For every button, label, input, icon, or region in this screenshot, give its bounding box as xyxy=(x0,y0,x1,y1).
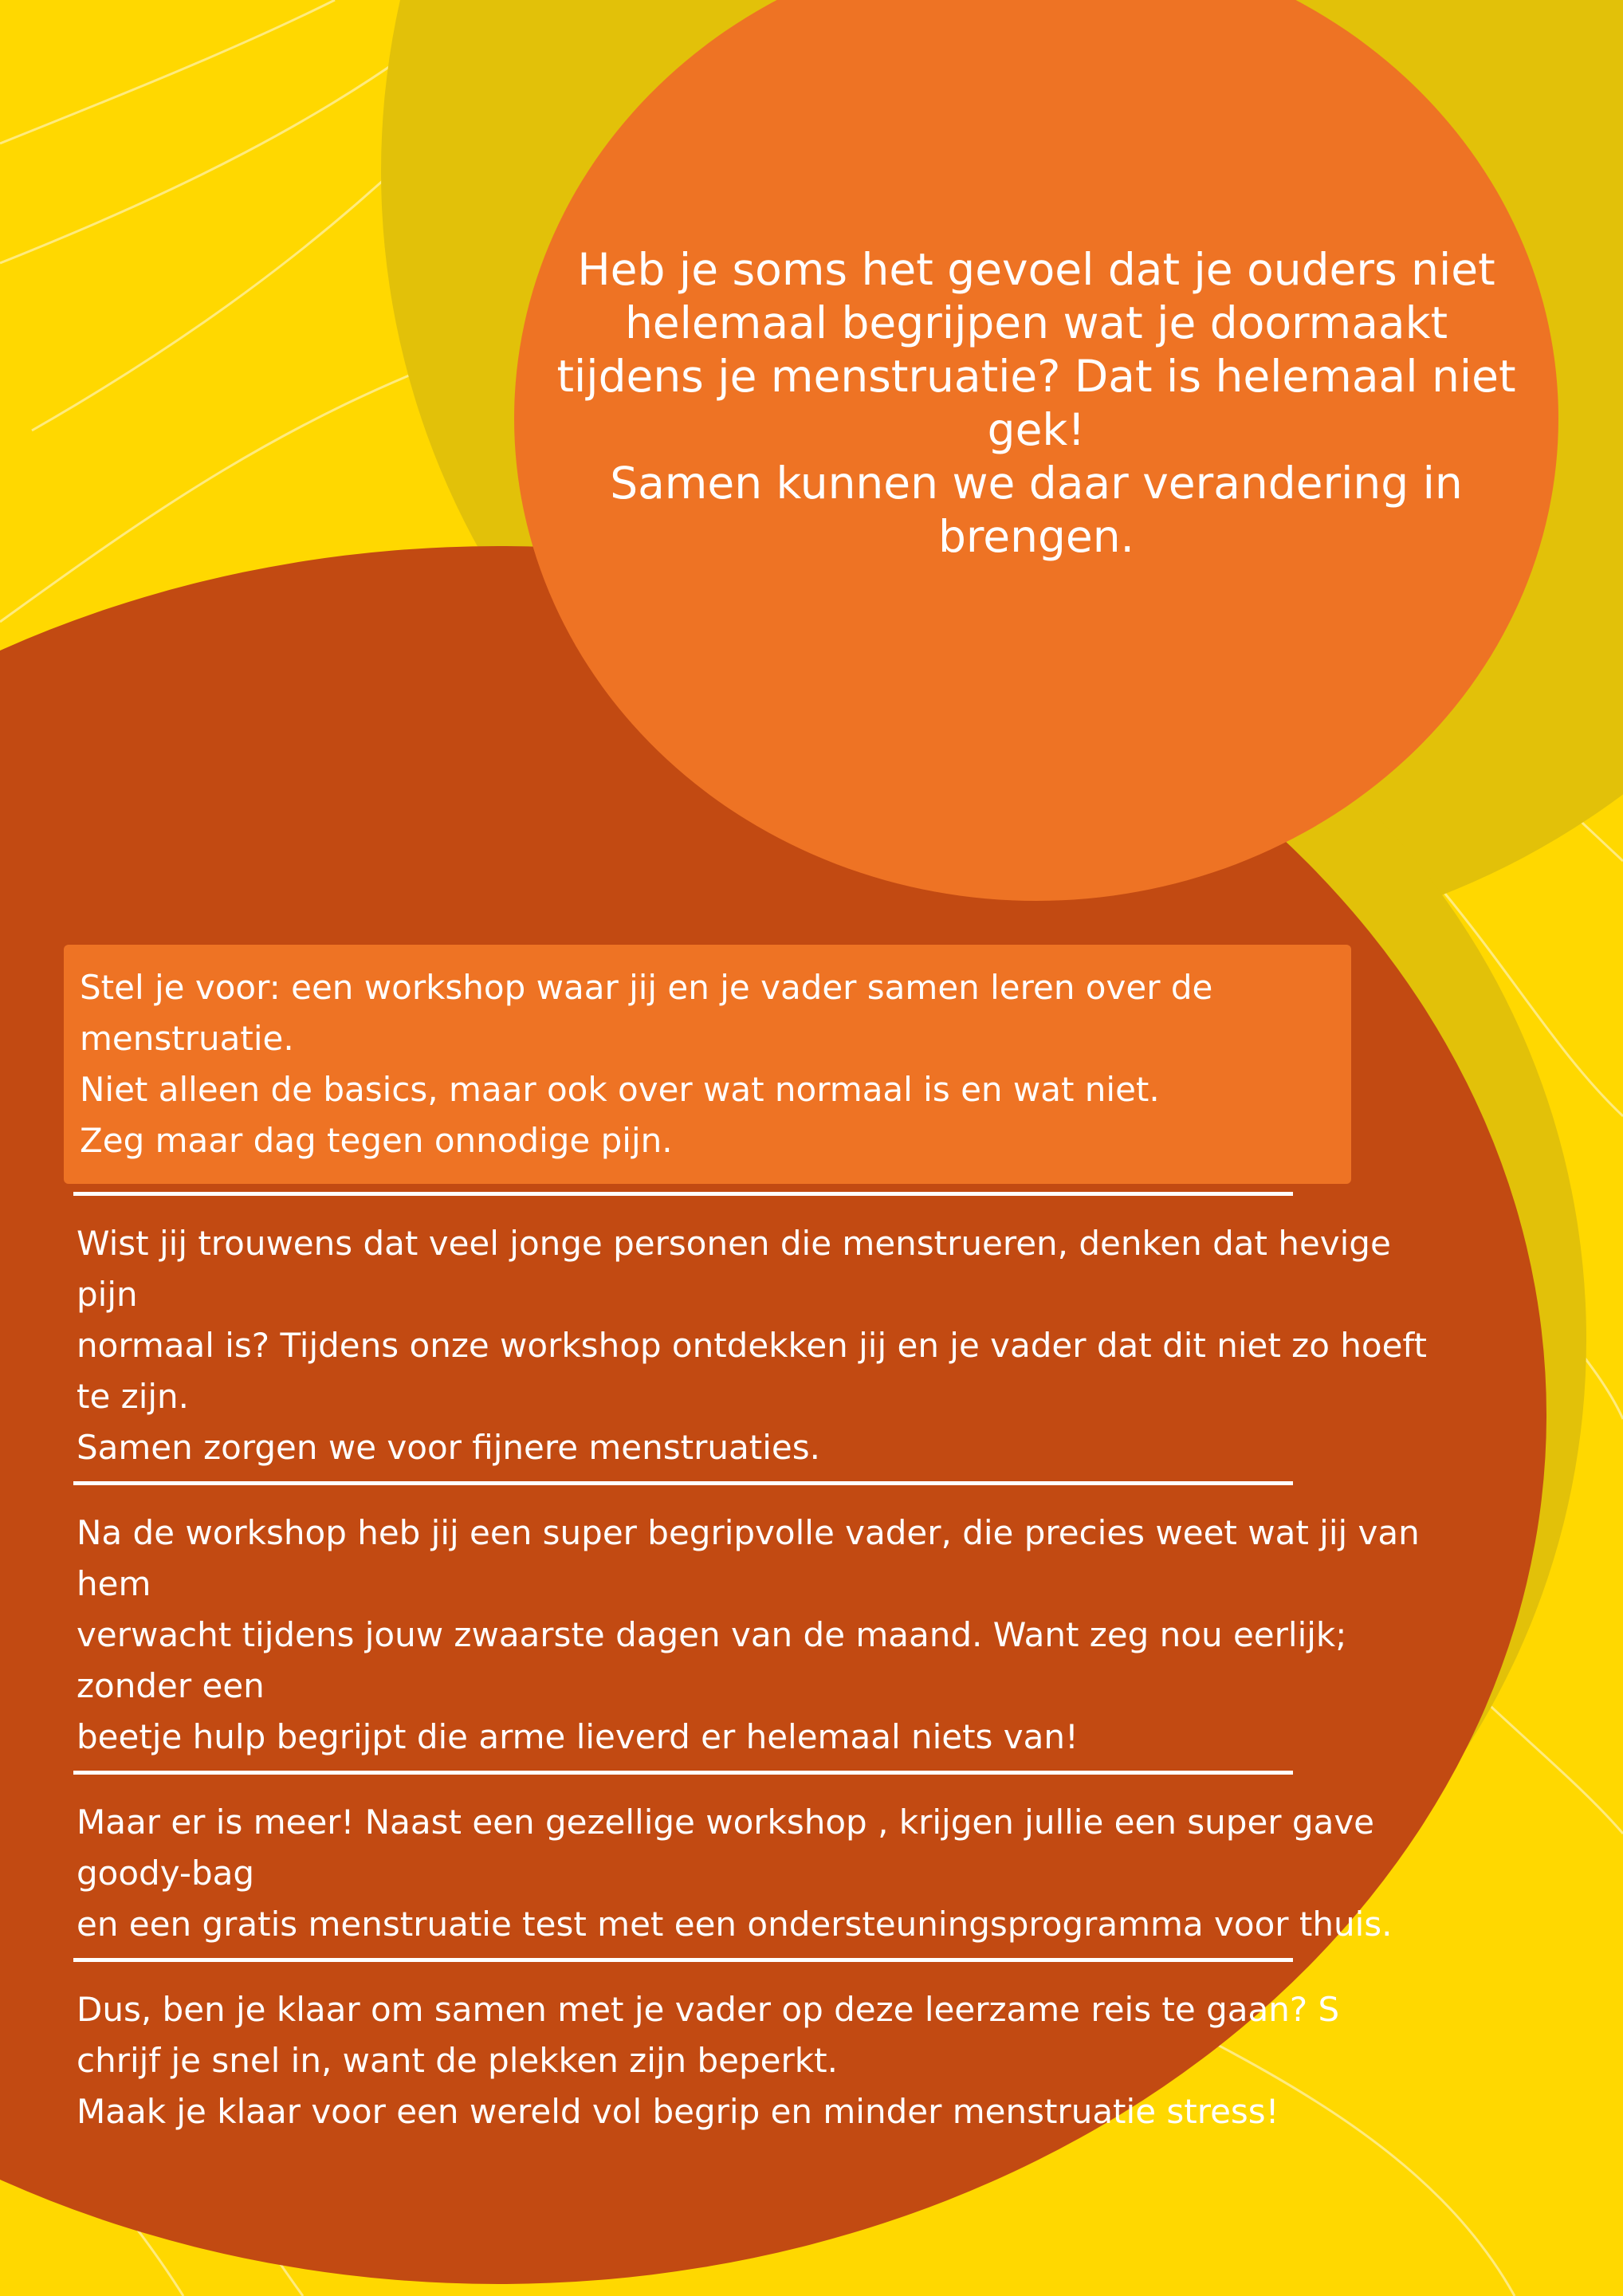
divider xyxy=(73,1771,1293,1775)
paragraph-goody-bag: Maar er is meer! Naast een gezellige workshop , krijgen jullie een super gave goody-bag en een gratis menstruatie test met een ondersteuningsprogramma voor thuis. xyxy=(77,1803,1393,1944)
paragraph-father: Na de workshop heb jij een super begripvolle vader, die precies weet wat jij van hem verwacht tijdens jouw zwaarste dagen van de maand. Want zeg nou eerlijk; zonder een beetje hulp begrijpt die arme lieverd er helemaal niets van! xyxy=(77,1513,1420,1756)
paragraph-pain: Wist jij trouwens dat veel jonge personen die menstrueren, denken dat hevige pijn normaal is? Tijdens onze workshop ontdekken jij en je vader dat dit niet zo hoeft te zijn. Samen zorgen we voor fijnere menstruaties. xyxy=(77,1224,1427,1467)
content-block xyxy=(64,945,1467,2137)
intro-text: Heb je soms het gevoel dat je ouders niet helemaal begrijpen wat je doormaakt tijdens je menstruatie? Dat is helemaal niet gek! Samen kunnen we daar verandering in brengen. xyxy=(556,244,1516,563)
divider xyxy=(73,1481,1293,1485)
highlight-box xyxy=(64,945,1351,1184)
divider xyxy=(73,1192,1293,1196)
paragraph-signup: Dus, ben je klaar om samen met je vader op deze leerzame reis te gaan? S chrijf je snel in, want de plekken zijn beperkt. Maak je klaar voor een wereld vol begrip en minder menstruatie stress! xyxy=(77,1990,1340,2131)
paragraph-workshop: Stel je voor: een workshop waar jij en je vader samen leren over de menstruatie. Niet alleen de basics, maar ook over wat normaal is en wat niet. Zeg maar dag tegen onnodige pijn. xyxy=(80,968,1213,1160)
divider xyxy=(73,1958,1293,1962)
